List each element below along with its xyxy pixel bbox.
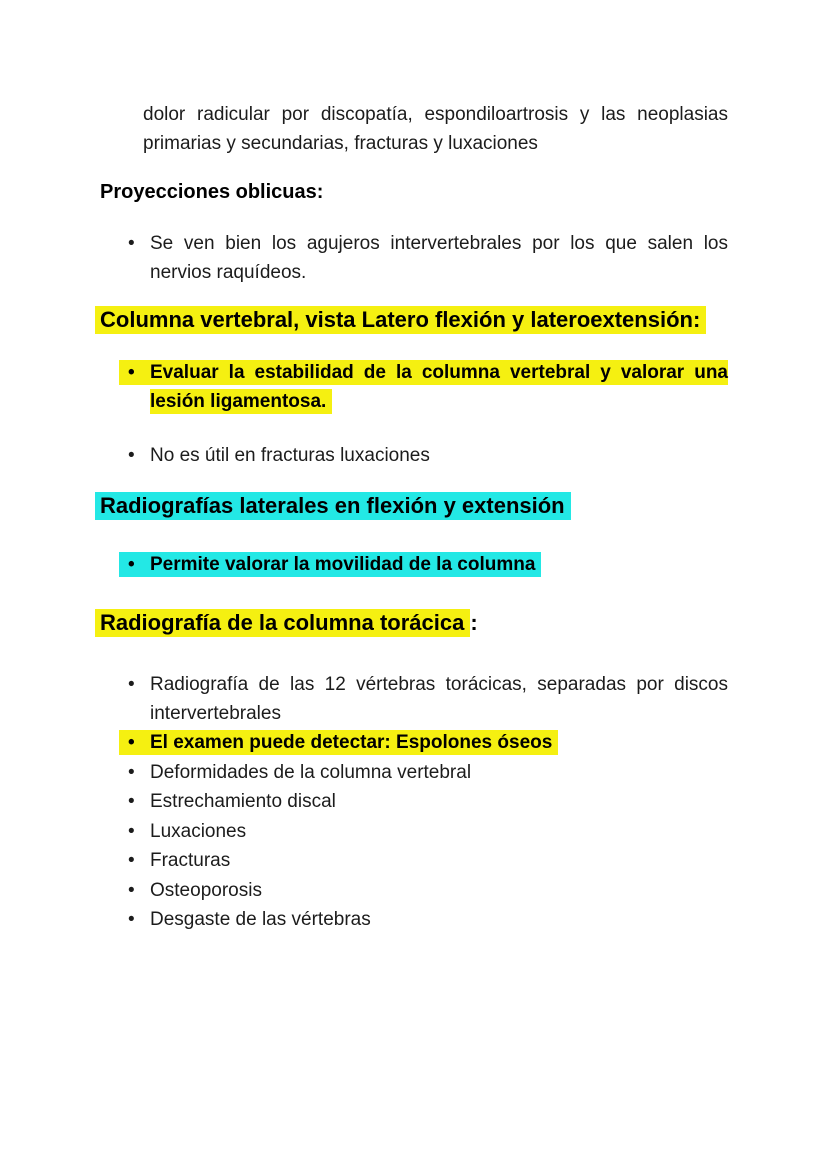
bullet-text: Evaluar la estabilidad de la columna vertebral y valorar una lesión ligamentosa. [150, 362, 728, 412]
bullet-icon: • [128, 674, 135, 695]
bullet-text: El examen puede detectar: Espolones óseos [150, 732, 553, 753]
bullet-icon: • [128, 362, 135, 383]
section-heading-toracica [100, 609, 728, 637]
section-heading-oblicuas: Proyecciones oblicuas: [100, 181, 324, 203]
bullet-item-estrechamiento [100, 787, 728, 817]
bullet-text: Deformidades de la columna vertebral [150, 761, 472, 783]
bullet-icon: • [128, 909, 135, 930]
bullet-icon: • [128, 850, 135, 871]
bullet-text: Fracturas [150, 850, 231, 871]
bullet-item-fracturas [100, 846, 728, 876]
bullet-icon: • [128, 879, 135, 901]
highlight-cyan [119, 552, 541, 577]
bullet-item-desgaste [100, 905, 728, 935]
section-heading-laterales [100, 492, 728, 520]
highlight-yellow [95, 609, 470, 637]
bullet-text: Se ven bien los agujeros intervertebrales por los que salen los nervios raquídeos. [150, 233, 728, 283]
bullet-item-evaluar [100, 358, 728, 416]
bullet-text: No es útil en fracturas luxaciones [150, 445, 430, 466]
bullet-icon: • [128, 820, 135, 842]
bullet-icon: • [128, 761, 135, 783]
bullet-icon: • [128, 732, 135, 753]
bullet-text: Desgaste de las vértebras [150, 909, 371, 930]
highlight-yellow [95, 306, 706, 334]
bullet-item-deformidades [100, 758, 728, 788]
heading-colon: : [470, 610, 478, 635]
highlight-yellow [119, 730, 558, 755]
bullet-icon: • [128, 233, 135, 254]
heading-text: Radiografías laterales en flexión y extensión [100, 493, 565, 518]
highlight-cyan [95, 492, 571, 520]
heading-text: Radiografía de la columna torácica [100, 610, 465, 635]
bullet-item-examen [100, 728, 728, 758]
bullet-icon: • [128, 554, 135, 575]
bullet-text: Radiografía de las 12 vértebras torácicas, separadas por discos intervertebrales [150, 674, 728, 724]
bullet-item-agujeros [100, 229, 728, 287]
bullet-text: Luxaciones [150, 820, 247, 842]
bullet-icon: • [128, 791, 135, 812]
bullet-text: Osteoporosis [150, 879, 262, 901]
bullet-icon: • [128, 445, 135, 466]
bullet-item-no-util [100, 441, 728, 470]
bullet-item-osteoporosis [100, 876, 728, 906]
bullet-item-12-vertebras [100, 670, 728, 728]
bullet-text: Estrechamiento discal [150, 791, 336, 812]
bullet-item-luxaciones [100, 817, 728, 847]
bullet-text: Permite valorar la movilidad de la columna [150, 554, 536, 575]
intro-paragraph: dolor radicular por discopatía, espondiloartrosis y las neoplasias primarias y secundarias, fracturas y luxaciones [143, 104, 728, 154]
detect-list [100, 728, 728, 935]
bullet-item-permite [100, 550, 728, 579]
highlight-yellow [119, 360, 728, 414]
heading-text: Columna vertebral, vista Latero flexión y lateroextensión: [100, 307, 701, 332]
section-heading-latero [100, 306, 728, 334]
